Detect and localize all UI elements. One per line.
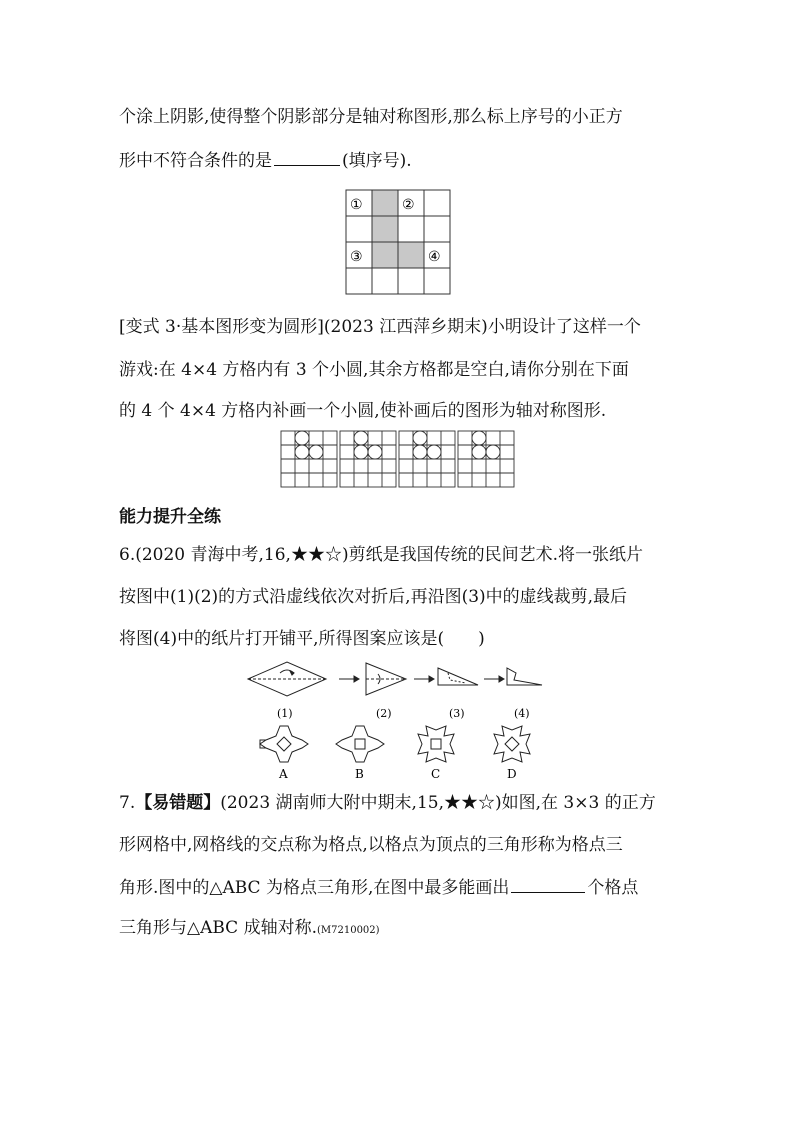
option-label-c: C (431, 767, 441, 781)
circle-grid-3 (399, 431, 455, 487)
q6-text-line-1: 6.(2020 青海中考,16,★★☆)剪纸是我国传统的民间艺术.将一张纸片 (119, 545, 643, 565)
question-code: (M7210002) (316, 925, 380, 936)
q7-text-line-2: 形网格中,网格线的交点称为格点,以格点为顶点的三角形称为格点三 (119, 835, 623, 855)
grid-label-1: ① (350, 197, 363, 213)
q7-text-end: 三角形与△ABC 成轴对称. (119, 918, 317, 938)
variant-text-line-2: 游戏:在 4×4 方格内有 3 个小圆,其余方格都是空白,请你分别在下面 (119, 360, 629, 380)
step-2-paper (366, 663, 406, 695)
q6-text-line-2: 按图中(1)(2)的方式沿虚线依次对折后,再沿图(3)中的虚线裁剪,最后 (119, 587, 628, 607)
q7-text-prefix: 角形.图中的△ABC 为格点三角形,在图中最多能画出 (119, 878, 510, 898)
q7-source: (2023 湖南师大附中期末,15,★★☆)如图,在 3×3 的正方 (220, 793, 656, 813)
section-title: 能力提升全练 (119, 507, 221, 527)
shaded-cell (372, 190, 398, 216)
step-4-paper (507, 668, 542, 685)
q7-error-prone-tag: 【易错题】 (135, 793, 221, 813)
q7-text-line-1 (119, 793, 656, 813)
arrow-icon (339, 676, 359, 682)
folding-steps-figure (244, 660, 554, 722)
arrow-icon (414, 676, 434, 682)
q7-text-suffix: 个格点 (587, 878, 639, 898)
grid-label-2: ② (402, 197, 415, 213)
grid-label-4: ④ (428, 249, 441, 265)
circle-grid-4 (458, 431, 514, 487)
shaded-cell (372, 242, 398, 268)
variant-text-line-1: [变式 3·基本图形变为圆形](2023 江西萍乡期末)小明设计了这样一个 (119, 317, 641, 337)
step-1-paper (248, 662, 326, 696)
circle-grids-figure (280, 430, 516, 490)
q7-text-line-3 (119, 877, 638, 898)
option-label-d: D (507, 767, 517, 781)
option-d-shape[interactable] (494, 726, 530, 762)
option-b-shape[interactable] (336, 726, 384, 762)
step-label-1: (1) (277, 707, 293, 720)
circle-grid-1 (281, 431, 337, 487)
shaded-cell (398, 242, 424, 268)
q6-text-line-3: 将图(4)中的纸片打开铺平,所得图案应该是( ) (119, 629, 485, 649)
q7-number: 7. (119, 793, 136, 813)
step-label-3: (3) (449, 707, 465, 720)
option-label-b: B (355, 767, 364, 781)
q5-text-line-2 (119, 150, 412, 171)
step-label-2: (2) (376, 707, 392, 720)
option-c-shape[interactable] (418, 726, 454, 762)
q5-text-suffix: (填序号). (342, 151, 412, 171)
q5-text-line-1: 个涂上阴影,使得整个阴影部分是轴对称图形,那么标上序号的小正方 (119, 107, 623, 127)
option-label-a: A (279, 767, 288, 781)
grid-label-3: ③ (350, 249, 363, 265)
answer-options-figure (254, 724, 544, 782)
q7-text-line-4 (119, 918, 380, 941)
shaded-cell (372, 216, 398, 242)
option-a-shape[interactable] (260, 726, 308, 762)
circle-grid-2 (340, 431, 396, 487)
arrow-icon (484, 676, 504, 682)
step-3-paper (438, 668, 478, 685)
q5-grid-figure (340, 188, 452, 296)
variant-text-line-3: 的 4 个 4×4 方格内补画一个小圆,使补画后的图形为轴对称图形. (119, 401, 607, 421)
step-label-4: (4) (514, 707, 530, 720)
q5-text-prefix: 形中不符合条件的是 (119, 151, 272, 171)
answer-blank[interactable] (511, 877, 585, 893)
answer-blank[interactable] (274, 150, 340, 166)
